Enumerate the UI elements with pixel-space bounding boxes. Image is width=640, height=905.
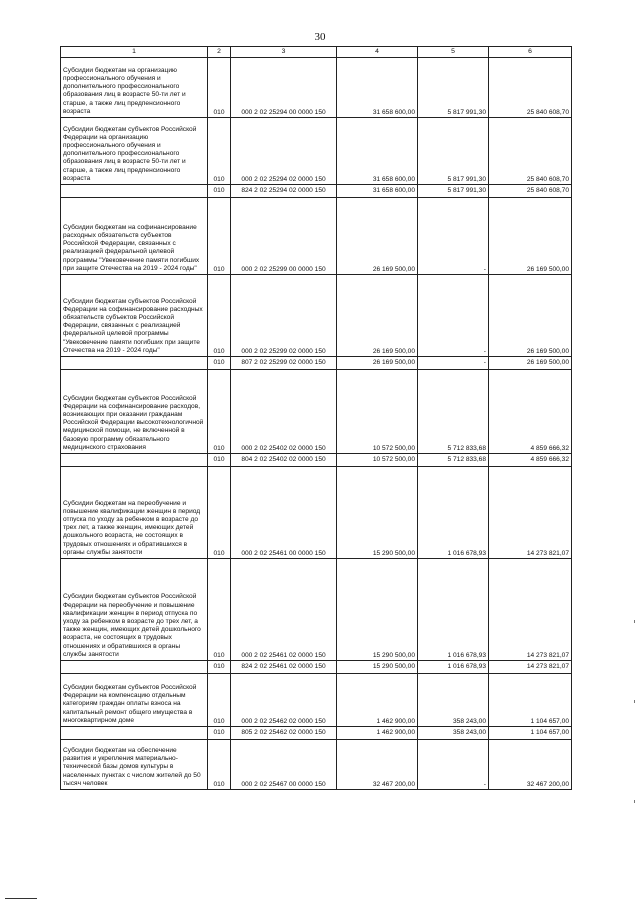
row-description: Субсидии бюджетам субъектов Российской Федерации на софинансирование расходных обязательств субъектов Российской Федерации, связанных с реализацией федеральной целевой программы "Увековечение памяти погибших при защите Отечества на 2019 - 2024 годы" — [61, 275, 208, 357]
column-header: 6 — [489, 47, 572, 58]
row-admin-code: 010 — [208, 118, 231, 185]
row-executed-amount: 5 817 991,30 — [418, 58, 489, 118]
page-number: 30 — [314, 31, 326, 43]
row-admin-code: 010 — [208, 275, 231, 357]
table-row — [61, 118, 572, 185]
row-budget-code: 807 2 02 25299 02 0000 150 — [231, 357, 337, 370]
row-approved-amount: 1 462 900,00 — [337, 674, 418, 727]
row-description: Субсидии бюджетам субъектов Российской Федерации на переобучение и повышение квалификации женщин в период отпуска по уходу за ребенком в возрасте до трех лет, а также женщин, имеющих детей дошкольного возраста, не состоящих в трудовых отношениях и обратившихся в органы службы занятости — [61, 559, 208, 661]
row-remaining-amount: 25 840 608,70 — [489, 185, 572, 198]
row-admin-code: 010 — [208, 185, 231, 198]
row-remaining-amount: 26 169 500,00 — [489, 275, 572, 357]
table-row — [61, 467, 572, 559]
row-budget-code: 000 2 02 25461 02 0000 150 — [231, 559, 337, 661]
footer-line — [5, 898, 37, 899]
row-admin-code: 010 — [208, 454, 231, 467]
table-row — [61, 185, 572, 198]
table-row — [61, 727, 572, 740]
row-budget-code: 824 2 02 25294 02 0000 150 — [231, 185, 337, 198]
row-remaining-amount: 1 104 657,00 — [489, 727, 572, 740]
row-budget-code: 805 2 02 25462 02 0000 150 — [231, 727, 337, 740]
table-row — [61, 661, 572, 674]
row-admin-code: 010 — [208, 357, 231, 370]
row-remaining-amount: 14 273 821,07 — [489, 467, 572, 559]
table-row — [61, 275, 572, 357]
row-remaining-amount: 1 104 657,00 — [489, 674, 572, 727]
row-budget-code: 000 2 02 25294 02 0000 150 — [231, 118, 337, 185]
row-description: Субсидии бюджетам на софинансирование расходных обязательств субъектов Российской Федерации, связанных с реализацией федеральной целевой программы "Увековечение памяти погибших при защите Отечества на 2019 - 2024 годы" — [61, 198, 208, 275]
row-executed-amount: - — [418, 275, 489, 357]
table-row — [61, 198, 572, 275]
row-budget-code: 000 2 02 25402 02 0000 150 — [231, 370, 337, 454]
row-admin-code: 010 — [208, 467, 231, 559]
row-executed-amount: 5 712 833,68 — [418, 370, 489, 454]
row-remaining-amount: 25 840 608,70 — [489, 118, 572, 185]
row-description — [61, 357, 208, 370]
row-approved-amount: 26 169 500,00 — [337, 198, 418, 275]
row-budget-code: 000 2 02 25299 00 0000 150 — [231, 198, 337, 275]
row-executed-amount: - — [418, 357, 489, 370]
row-approved-amount: 26 169 500,00 — [337, 275, 418, 357]
row-description — [61, 185, 208, 198]
row-approved-amount: 10 572 500,00 — [337, 370, 418, 454]
row-description: Субсидии бюджетам на организацию профессионального обучения и дополнительного профессионального образования лиц в возрасте 50-ти лет и старше, а также лиц предпенсионного возраста — [61, 58, 208, 118]
row-executed-amount: 1 016 678,93 — [418, 661, 489, 674]
edge-mark — [634, 700, 635, 703]
row-approved-amount: 31 658 600,00 — [337, 118, 418, 185]
row-approved-amount: 15 290 500,00 — [337, 467, 418, 559]
row-budget-code: 000 2 02 25467 00 0000 150 — [231, 740, 337, 790]
row-remaining-amount: 4 859 666,32 — [489, 454, 572, 467]
row-approved-amount: 15 290 500,00 — [337, 559, 418, 661]
row-description — [61, 727, 208, 740]
row-budget-code: 000 2 02 25299 02 0000 150 — [231, 275, 337, 357]
row-budget-code: 804 2 02 25402 02 0000 150 — [231, 454, 337, 467]
row-approved-amount: 32 467 200,00 — [337, 740, 418, 790]
row-admin-code: 010 — [208, 370, 231, 454]
row-approved-amount: 26 169 500,00 — [337, 357, 418, 370]
row-admin-code: 010 — [208, 727, 231, 740]
column-header: 2 — [208, 47, 231, 58]
row-admin-code: 010 — [208, 58, 231, 118]
row-admin-code: 010 — [208, 198, 231, 275]
budget-table — [60, 46, 572, 790]
table-row — [61, 454, 572, 467]
table-header-row — [61, 47, 572, 58]
row-remaining-amount: 26 169 500,00 — [489, 357, 572, 370]
row-remaining-amount: 14 273 821,07 — [489, 559, 572, 661]
row-budget-code: 824 2 02 25461 02 0000 150 — [231, 661, 337, 674]
row-budget-code: 000 2 02 25294 00 0000 150 — [231, 58, 337, 118]
row-approved-amount: 10 572 500,00 — [337, 454, 418, 467]
table-row — [61, 58, 572, 118]
row-budget-code: 000 2 02 25461 00 0000 150 — [231, 467, 337, 559]
column-header: 4 — [337, 47, 418, 58]
row-description: Субсидии бюджетам субъектов Российской Федерации на софинансирование расходов, возникающих при оказании гражданам Российской Федерации высокотехнологичной медицинской помощи, не включенной в базовую программу обязательного медицинского страхования — [61, 370, 208, 454]
row-executed-amount: 5 817 991,30 — [418, 185, 489, 198]
row-admin-code: 010 — [208, 740, 231, 790]
edge-mark — [634, 620, 635, 623]
column-header: 5 — [418, 47, 489, 58]
row-remaining-amount: 26 169 500,00 — [489, 198, 572, 275]
row-description — [61, 454, 208, 467]
table-row — [61, 740, 572, 790]
edge-mark — [634, 800, 635, 803]
row-description: Субсидии бюджетам субъектов Российской Федерации на организацию профессионального обучения и дополнительного профессионального образования лиц в возрасте 50-ти лет и старше, а также лиц предпенсионного возраста — [61, 118, 208, 185]
table-row — [61, 674, 572, 727]
row-description: Субсидии бюджетам на обеспечение развития и укрепления материально-технической базы домов культуры в населенных пунктах с числом жителей до 50 тысяч человек — [61, 740, 208, 790]
row-executed-amount: - — [418, 198, 489, 275]
row-approved-amount: 15 290 500,00 — [337, 661, 418, 674]
row-admin-code: 010 — [208, 674, 231, 727]
column-header: 1 — [61, 47, 208, 58]
row-approved-amount: 31 658 600,00 — [337, 58, 418, 118]
row-description: Субсидии бюджетам субъектов Российской Федерации на компенсацию отдельным категориям граждан оплаты взноса на капитальный ремонт общего имущества в многоквартирном доме — [61, 674, 208, 727]
table-row — [61, 559, 572, 661]
row-remaining-amount: 25 840 608,70 — [489, 58, 572, 118]
row-executed-amount: 1 016 678,93 — [418, 467, 489, 559]
row-executed-amount: 5 817 991,30 — [418, 118, 489, 185]
row-executed-amount: - — [418, 740, 489, 790]
row-approved-amount: 1 462 900,00 — [337, 727, 418, 740]
row-executed-amount: 358 243,00 — [418, 674, 489, 727]
table-row — [61, 357, 572, 370]
row-executed-amount: 1 016 678,93 — [418, 559, 489, 661]
row-remaining-amount: 32 467 200,00 — [489, 740, 572, 790]
row-executed-amount: 358 243,00 — [418, 727, 489, 740]
row-description: Субсидии бюджетам на переобучение и повышение квалификации женщин в период отпуска по уходу за ребенком в возрасте до трех лет, а также женщин, имеющих детей дошкольного возраста, не состоящих в трудовых отношениях и обратившихся в органы службы занятости — [61, 467, 208, 559]
row-remaining-amount: 14 273 821,07 — [489, 661, 572, 674]
row-executed-amount: 5 712 833,68 — [418, 454, 489, 467]
row-budget-code: 000 2 02 25462 02 0000 150 — [231, 674, 337, 727]
row-admin-code: 010 — [208, 559, 231, 661]
row-approved-amount: 31 658 600,00 — [337, 185, 418, 198]
row-admin-code: 010 — [208, 661, 231, 674]
row-description — [61, 661, 208, 674]
column-header: 3 — [231, 47, 337, 58]
row-remaining-amount: 4 859 666,32 — [489, 370, 572, 454]
table-row — [61, 370, 572, 454]
